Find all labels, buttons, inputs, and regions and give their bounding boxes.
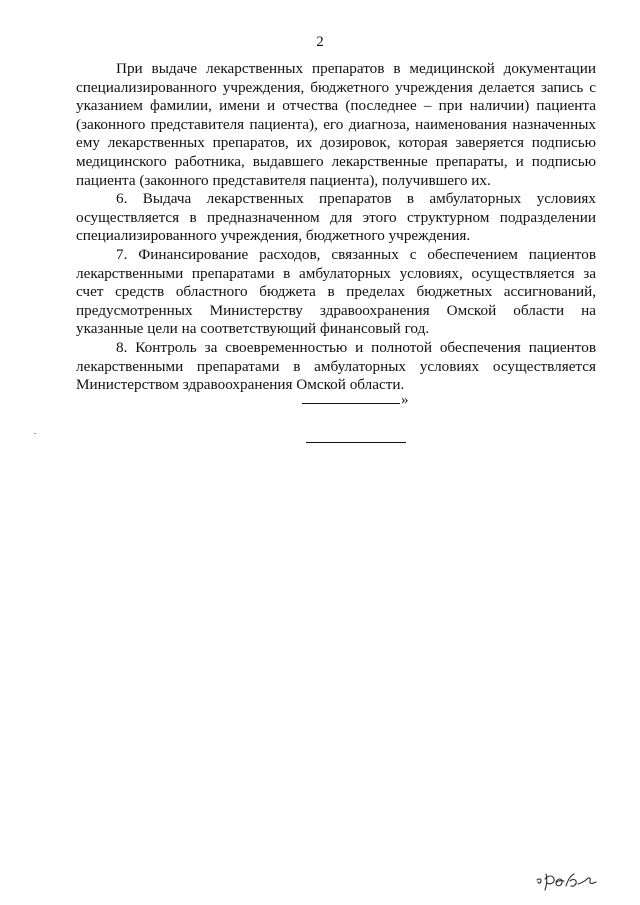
paragraph-7-financing: 7. Финансирование расходов, связанных с обеспечением пациентов лекарственными препаратами в амбулаторных условиях, осуществляется за счет средств областного бюджета в пределах бюджетных ассигнований, предусмотренных Министерству здравоохранения Омской области на указанные цели на соответствующий финансовый год. — [76, 245, 596, 338]
page-number: 2 — [316, 34, 324, 50]
end-of-document-line — [306, 442, 406, 443]
document-body — [76, 60, 596, 395]
closing-quote: » — [401, 392, 409, 408]
paragraph-6-issuance-place: 6. Выдача лекарственных препаратов в амбулаторных условиях осуществляется в предназначенном для этого структурном подразделении специализированного учреждения, бюджетного учреждения. — [76, 190, 596, 245]
closing-mark — [302, 390, 412, 409]
closing-underline — [302, 390, 400, 404]
handwritten-signature-icon — [534, 866, 600, 894]
paragraph-issuance-record: При выдаче лекарственных препаратов в медицинской документации специализированного учреждения, бюджетного учреждения делается запись с указанием фамилии, имени и отчества (последнее – при наличии) пациента (законного представителя пациента), его диагноза, наименования назначенных ему лекарственных препаратов, их дозировок, которая заверяется подписью медицинского работника, выдавшего лекарственные препараты, и подписью пациента (законного представителя пациента), получившего их. — [76, 60, 596, 189]
margin-speck — [34, 433, 36, 434]
paragraph-8-control: 8. Контроль за своевременностью и полнотой обеспечения пациентов лекарственными препаратами в амбулаторных условиях осуществляется Министерством здравоохранения Омской области. — [76, 338, 596, 394]
